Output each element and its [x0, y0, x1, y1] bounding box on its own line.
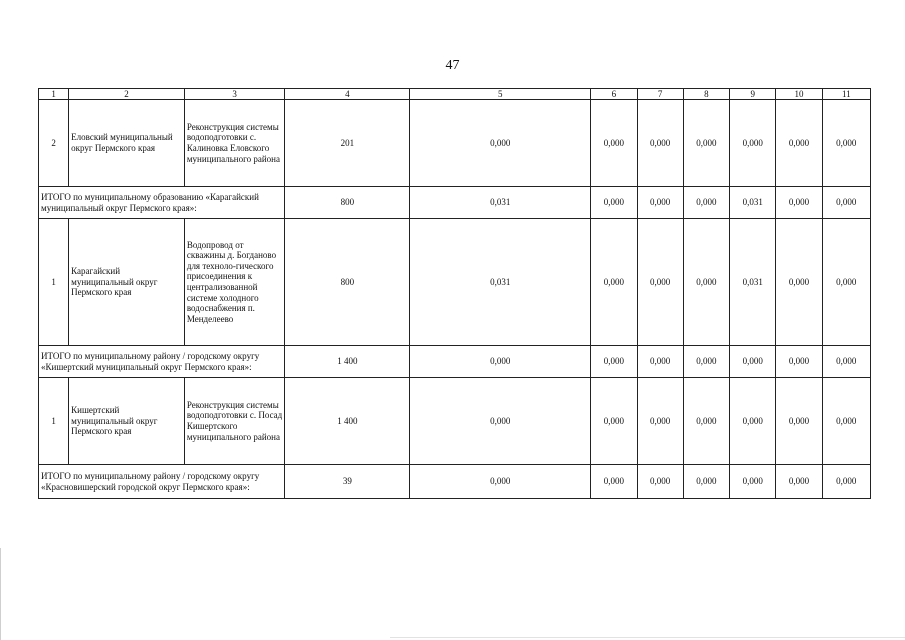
value-cell-11: 0,000: [822, 378, 870, 465]
value-cell-11: 0,000: [822, 187, 870, 219]
value-cell-10: 0,000: [776, 219, 822, 346]
column-header: 5: [410, 89, 591, 100]
value-cell-10: 0,000: [776, 465, 822, 499]
value-cell-11: 0,000: [822, 465, 870, 499]
value-cell-11: 0,000: [822, 100, 870, 187]
value-cell-7: 0,000: [637, 465, 683, 499]
table-row: [39, 378, 871, 465]
column-header: 6: [591, 89, 637, 100]
column-header: 10: [776, 89, 822, 100]
value-cell-9: 0,000: [730, 346, 776, 378]
municipality-cell: Еловский муниципальный округ Пермского края: [69, 100, 185, 187]
column-header: 9: [730, 89, 776, 100]
value-cell-6: 0,000: [591, 378, 637, 465]
value-cell-7: 0,000: [637, 346, 683, 378]
value-cell-9: 0,000: [730, 100, 776, 187]
value-cell-5: 0,000: [410, 100, 591, 187]
value-cell-8: 0,000: [683, 346, 729, 378]
scan-edge-mark: [0, 548, 1, 640]
scan-edge-mark: [390, 637, 905, 638]
column-header: 4: [285, 89, 410, 100]
data-table: [38, 88, 871, 499]
total-label: ИТОГО по муниципальному образованию «Карагайский муниципальный округ Пермского края»:: [39, 187, 285, 219]
value-cell-6: 0,000: [591, 100, 637, 187]
total-label: ИТОГО по муниципальному району / городскому округу «Кишертский муниципальный округ Пермского края»:: [39, 346, 285, 378]
column-header: 8: [683, 89, 729, 100]
page-number: 47: [445, 58, 460, 73]
municipality-cell: Карагайский муниципальный округ Пермского края: [69, 219, 185, 346]
value-cell-8: 0,000: [683, 465, 729, 499]
value-cell-10: 0,000: [776, 100, 822, 187]
column-header: 7: [637, 89, 683, 100]
total-row: [39, 465, 871, 499]
value-cell-9: 0,000: [730, 378, 776, 465]
value-cell-10: 0,000: [776, 346, 822, 378]
value-cell-11: 0,000: [822, 346, 870, 378]
value-cell-6: 0,000: [591, 187, 637, 219]
value-cell-4: 1 400: [285, 378, 410, 465]
value-cell-7: 0,000: [637, 187, 683, 219]
project-cell: Реконструкция системы водоподготовки с. Калиновка Еловского муниципального района: [184, 100, 285, 187]
value-cell-10: 0,000: [776, 187, 822, 219]
row-number: 2: [39, 100, 69, 187]
value-cell-6: 0,000: [591, 346, 637, 378]
table-header-row: [39, 89, 871, 100]
value-cell-4: 1 400: [285, 346, 410, 378]
row-number: 1: [39, 219, 69, 346]
value-cell-10: 0,000: [776, 378, 822, 465]
value-cell-5: 0,031: [410, 187, 591, 219]
value-cell-9: 0,031: [730, 219, 776, 346]
municipality-cell: Кишертский муниципальный округ Пермского края: [69, 378, 185, 465]
value-cell-4: 800: [285, 219, 410, 346]
total-row: [39, 346, 871, 378]
table-row: [39, 100, 871, 187]
value-cell-8: 0,000: [683, 219, 729, 346]
total-row: [39, 187, 871, 219]
project-cell: Водопровод от скважины д. Богданово для техноло-гического присоединения к централизованной системе холодного водоснабжения п. Менделеево: [184, 219, 285, 346]
value-cell-5: 0,000: [410, 378, 591, 465]
value-cell-4: 201: [285, 100, 410, 187]
column-header: 11: [822, 89, 870, 100]
value-cell-7: 0,000: [637, 219, 683, 346]
project-cell: Реконструкция системы водоподготовки с. Посад Кишертского муниципального района: [184, 378, 285, 465]
row-number: 1: [39, 378, 69, 465]
value-cell-5: 0,031: [410, 219, 591, 346]
value-cell-9: 0,000: [730, 465, 776, 499]
value-cell-4: 800: [285, 187, 410, 219]
value-cell-8: 0,000: [683, 100, 729, 187]
column-header: 1: [39, 89, 69, 100]
total-label: ИТОГО по муниципальному району / городскому округу «Красновишерский городской округ Пермского края»:: [39, 465, 285, 499]
value-cell-7: 0,000: [637, 100, 683, 187]
value-cell-5: 0,000: [410, 346, 591, 378]
table-row: [39, 219, 871, 346]
column-header: 2: [69, 89, 185, 100]
value-cell-4: 39: [285, 465, 410, 499]
value-cell-7: 0,000: [637, 378, 683, 465]
value-cell-5: 0,000: [410, 465, 591, 499]
column-header: 3: [184, 89, 285, 100]
value-cell-8: 0,000: [683, 187, 729, 219]
value-cell-6: 0,000: [591, 219, 637, 346]
value-cell-11: 0,000: [822, 219, 870, 346]
value-cell-6: 0,000: [591, 465, 637, 499]
value-cell-8: 0,000: [683, 378, 729, 465]
value-cell-9: 0,031: [730, 187, 776, 219]
